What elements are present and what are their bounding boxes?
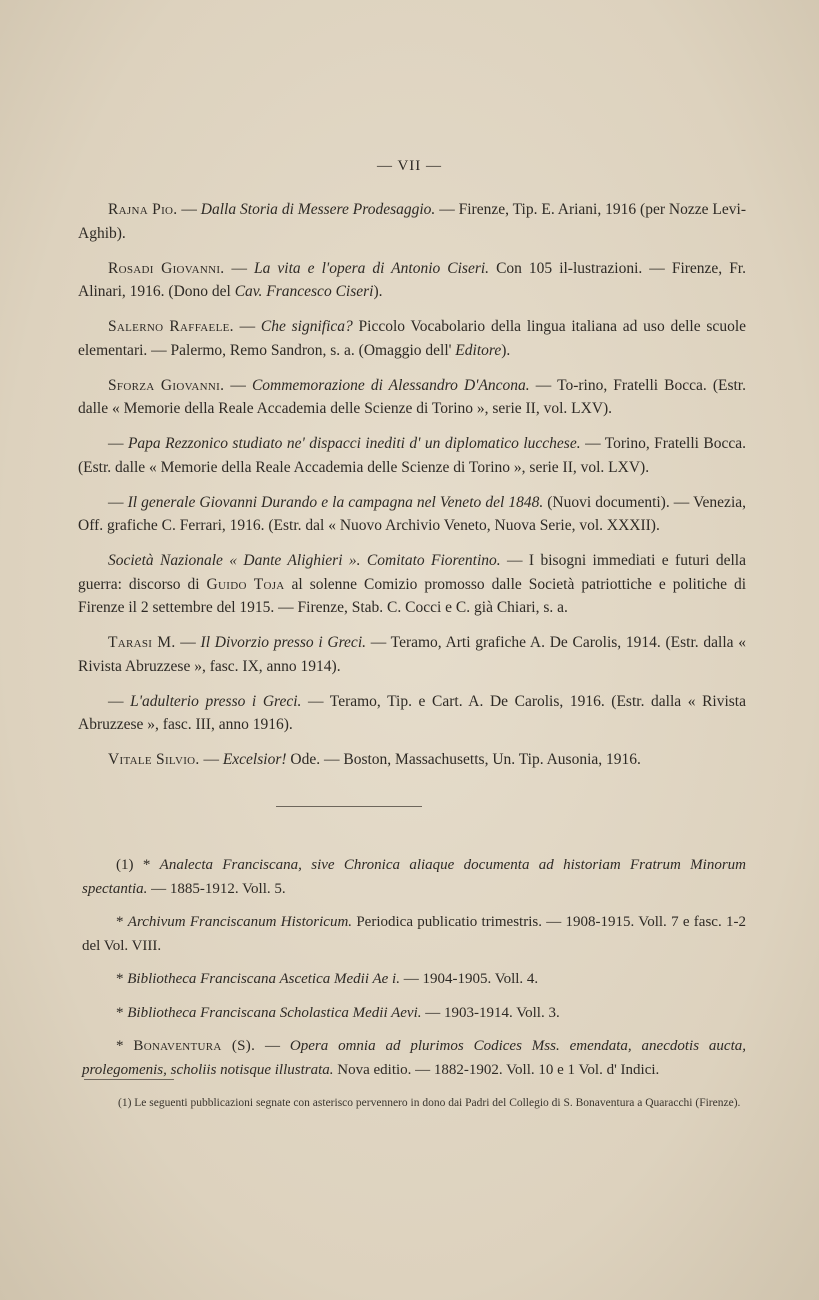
entry-separator: — [175,634,201,651]
bibliography-entry [78,690,746,737]
entry-details-end: ). [501,341,511,359]
donated-entry [82,1002,746,1026]
entry-details: Periodica publicatio trimestris. — 1908-1915. Voll. 7 e fasc. 1-2 del Vol. VIII. [82,914,746,954]
entry-author: Bonaventura (S). [133,1038,256,1054]
entry-details: — To-rino, Fratelli Bocca. (Estr. dalle « Memorie della Reale Accademia delle Scienze di Torino », serie II, vol. LXV). [78,376,746,417]
bibliography-entry [78,198,746,245]
entry-title: Il Divorzio presso i Greci. [200,634,366,651]
entry-mark: * [116,1004,128,1021]
entry-separator: — [255,1038,290,1054]
entry-separator: — [199,751,223,768]
bibliography-entry [78,257,746,304]
entry-author: Vitale Silvio. [108,751,200,768]
bibliography-entry [78,549,746,620]
entry-title: Bibliotheca Franciscana Scholastica Medii Aevi. [127,1004,422,1021]
entry-separator: — [224,376,252,394]
entry-details-end: ). [373,283,383,300]
entry-author: Rajna Pio. [108,201,178,218]
entry-author: Tarasi M. [108,634,176,651]
entry-details: — Torino, Fratelli Bocca. (Estr. dalle « Memorie della Reale Accademia delle Scienze di Torino », serie II, vol. LXV). [78,435,746,476]
entry-donor: Cav. Francesco Ciseri [234,283,374,300]
page-number: — VII — [376,158,443,174]
entry-separator: — [177,201,201,218]
entry-details: Con 105 il-lustrazioni. — Firenze, Fr. Alinari, 1916. (Dono del [78,259,746,300]
bibliography-entry [78,491,746,538]
entry-details: — 1885-1912. Voll. 5. [147,880,286,897]
entry-separator: — [108,493,128,511]
entry-author: Rosadi Giovanni. [108,259,225,277]
entry-title: Analecta Franciscana, sive Chronica aliaque documenta ad historiam Fratrum Minorum spectantia. [82,857,746,897]
donated-entry [82,854,746,901]
entry-title: La vita e l'opera di Antonio Ciseri. [254,259,490,277]
entry-details: Nova editio. — 1882-1902. Voll. 10 e 1 Vol. d' Indici. [333,1061,660,1078]
entry-mark: * [116,971,128,987]
entry-separator: — [108,692,131,710]
entry-details: (Nuovi documenti). — Venezia, Off. grafiche C. Ferrari, 1916. (Estr. dal « Nuovo Archivio Veneto, Nuova Serie, vol. XXXII). [78,493,747,534]
bibliography-entry [78,748,746,772]
entry-title: L'adulterio presso i Greci. [130,692,302,710]
entry-donor: Editore [455,341,502,359]
entry-title: Che significa? [260,318,353,335]
bibliography-list [78,198,746,783]
entry-title: Il generale Giovanni Durando e la campagna nel Veneto del 1848. [127,493,544,511]
entry-details: Ode. — Boston, Massachusetts, Un. Tip. Ausonia, 1916. [286,751,641,768]
footnote: (1) Le seguenti pubblicazioni segnate con asterisco pervennero in dono dai Padri del Collegio di S. Bonaventura a Quaracchi (Firenze). [118,1097,741,1109]
entry-details: — Teramo, Tip. e Cart. A. De Carolis, 1916. (Estr. dalla « Rivista Abruzzese », fasc. III, anno 1916). [78,692,746,733]
entry-separator: — [224,259,255,277]
footnote-divider [84,1079,174,1080]
entry-separator: — [108,435,128,452]
entry-details: — 1903-1914. Voll. 3. [421,1004,560,1021]
bibliography-entry [78,315,746,362]
entry-title: Papa Rezzonico studiato ne' dispacci inediti d' un diplomatico lucchese. [127,435,581,452]
entry-speaker: Guido Toja [206,575,285,593]
entry-details: Piccolo Vocabolario della lingua italiana ad uso delle scuole elementari. — Palermo, Remo Sandron, s. a. (Omaggio dell' [78,318,747,359]
donated-publications-list [82,854,746,1092]
section-divider [276,806,422,807]
entry-author: Salerno Raffaele. [108,318,234,335]
entry-title: Excelsior! [222,751,287,768]
entry-details: — Teramo, Arti grafiche A. De Carolis, 1914. (Estr. dalla « Rivista Abruzzese », fasc. IX, anno 1914). [78,634,746,675]
entry-mark: * [116,914,128,930]
bibliography-entry [78,374,746,421]
entry-title: Dalla Storia di Messere Prodesaggio. [200,201,436,218]
entry-separator: — [233,318,261,335]
donated-entry [82,911,746,958]
entry-details: — 1904-1905. Voll. 4. [399,971,539,987]
entry-details-end: al solenne Comizio promosso dalle Società patriottiche e politiche di Firenze il 2 settembre del 1915. — Firenze, Stab. C. Cocci e C. già Chiari, s. a. [78,575,747,616]
donated-entry [82,1035,746,1082]
entry-title: Opera omnia ad plurimos Codices Mss. emendata, anecdotis aucta, prolegomenis, scholiis notisque illustrata. [82,1038,746,1078]
entry-title: Bibliotheca Franciscana Ascetica Medii Ae i. [127,971,400,987]
entry-title: Società Nazionale « Dante Alighieri ». Comitato Fiorentino. [108,552,501,569]
entry-details: — I bisogni immediati e futuri della guerra: discorso di [78,552,746,593]
bibliography-entry [78,432,746,479]
entry-mark: * [116,1038,134,1054]
bibliography-entry [78,631,746,678]
entry-details: — Firenze, Tip. E. Ariani, 1916 (per Nozze Levi-Aghib). [78,201,746,242]
entry-title: Commemorazione di Alessandro D'Ancona. [251,376,530,394]
donated-entry [82,968,746,992]
entry-title: Archivum Franciscanum Historicum. [127,914,353,930]
entry-mark: (1) * [116,857,160,873]
entry-author: Sforza Giovanni. [108,376,225,394]
